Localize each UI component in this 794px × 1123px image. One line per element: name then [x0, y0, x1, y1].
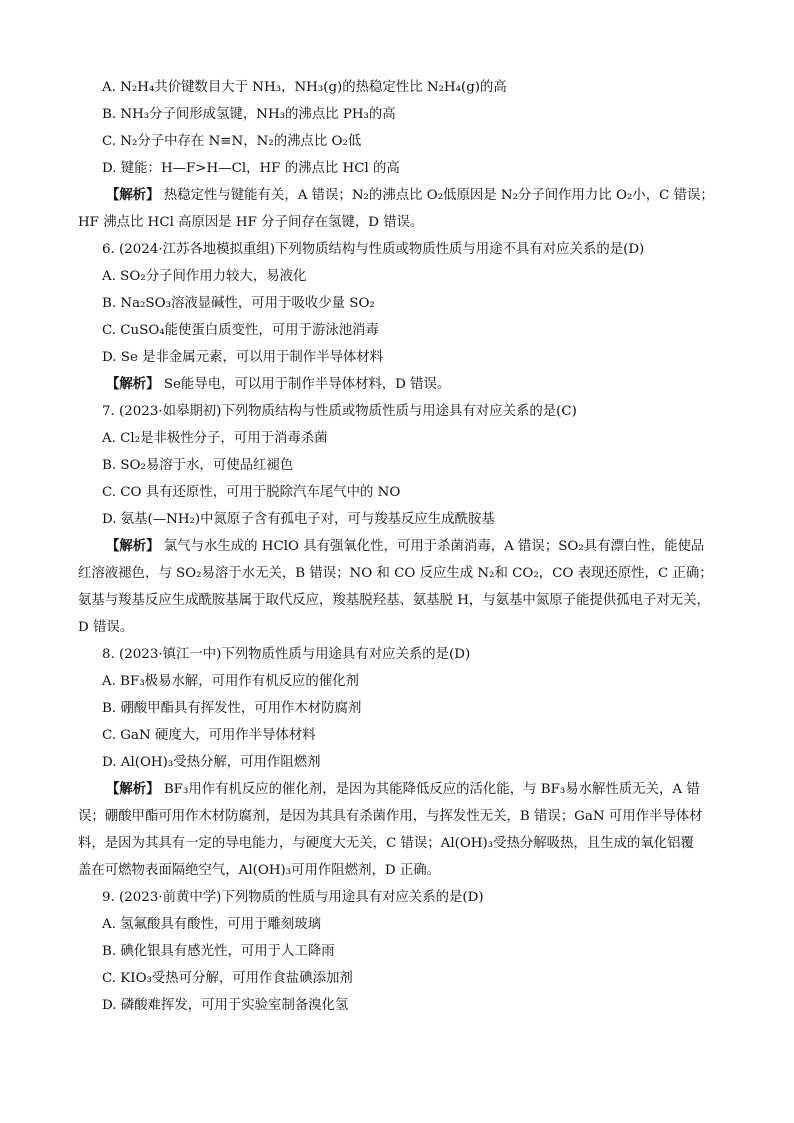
line-text: 热稳定性与键能有关，A 错误；N₂的沸点比 O₂低原因是 N₂分子间作用力比 O₂小，C 错误； — [159, 188, 714, 203]
answer-option — [78, 452, 724, 479]
answer-option — [78, 668, 724, 695]
text-line — [78, 830, 724, 857]
answer-option — [78, 749, 724, 776]
line-text: B. 碘化银具有感光性，可用于人工降雨 — [102, 944, 335, 959]
text-line — [78, 209, 724, 236]
explanation-line — [78, 182, 724, 209]
line-text: C. N₂分子中存在 N≡N，N₂的沸点比 O₂低 — [102, 134, 362, 149]
explanation-label: 【解析】 — [106, 376, 160, 392]
line-text: Se能导电，可以用于制作半导体材料，D 错误。 — [159, 377, 451, 392]
line-text: 料，是因为其具有一定的导电能力，与硬度大无关，C 错误；Al(OH)₃受热分解吸热，且生成的氧化铝覆 — [78, 836, 694, 851]
line-text: A. N₂H₄共价键数目大于 NH₃，NH₃(g)的热稳定性比 N₂H₄(g)的高 — [102, 80, 507, 95]
explanation-line — [78, 776, 724, 803]
line-text: HF 沸点比 HCl 高原因是 HF 分子间存在氢键，D 错误。 — [78, 215, 424, 230]
explanation-line — [78, 371, 724, 398]
line-text: B. 硼酸甲酯具有挥发性，可用作木材防腐剂 — [102, 701, 362, 716]
line-text: C. GaN 硬度大，可用作半导体材料 — [102, 728, 316, 743]
line-text: B. Na₂SO₃溶液显碱性，可用于吸收少量 SO₂ — [102, 296, 375, 311]
explanation-line — [78, 533, 724, 560]
answer-option — [78, 101, 724, 128]
line-text: A. BF₃极易水解，可用作有机反应的催化剂 — [102, 674, 359, 689]
line-text: D. 键能：H—F>H—Cl，HF 的沸点比 HCl 的高 — [102, 161, 400, 176]
answer-option — [78, 992, 724, 1019]
line-text: B. SO₂易溶于水，可使品红褪色 — [102, 458, 294, 473]
answer-option — [78, 722, 724, 749]
line-text: C. CO 具有还原性，可用于脱除汽车尾气中的 NO — [102, 485, 401, 500]
answer-option — [78, 425, 724, 452]
answer-option — [78, 911, 724, 938]
explanation-label: 【解析】 — [106, 538, 160, 554]
line-text: 7. (2023·如皋期初)下列物质结构与性质或物质性质与用途具有对应关系的是(C) — [102, 404, 577, 419]
line-text: 9. (2023·前黄中学)下列物质的性质与用途具有对应关系的是(D) — [102, 890, 484, 905]
text-line — [78, 857, 724, 884]
answer-option — [78, 290, 724, 317]
line-text: A. Cl₂是非极性分子，可用于消毒杀菌 — [102, 431, 328, 446]
answer-option — [78, 938, 724, 965]
line-text: 6. (2024·江苏各地模拟重组)下列物质结构与性质或物质性质与用途不具有对应关系的是(D) — [102, 242, 645, 257]
line-text: D. Se 是非金属元素，可以用于制作半导体材料 — [102, 350, 384, 365]
line-text: D. Al(OH)₃受热分解，可用作阻燃剂 — [102, 755, 321, 770]
answer-option — [78, 344, 724, 371]
question-stem — [78, 398, 724, 425]
line-text: C. KIO₃受热可分解，可用作食盐碘添加剂 — [102, 971, 353, 986]
line-text: 红溶液褪色，与 SO₂易溶于水无关，B 错误；NO 和 CO 反应生成 N₂和 CO₂，CO 表现还原性，C 正确； — [78, 566, 713, 581]
text-line — [78, 803, 724, 830]
line-text: B. NH₃分子间形成氢键，NH₃的沸点比 PH₃的高 — [102, 107, 396, 122]
answer-option — [78, 155, 724, 182]
line-text: A. SO₂分子间作用力较大，易液化 — [102, 269, 307, 284]
answer-option — [78, 128, 724, 155]
question-stem — [78, 236, 724, 263]
line-text: D. 磷酸难挥发，可用于实验室制备溴化氢 — [102, 998, 349, 1013]
explanation-label: 【解析】 — [106, 781, 160, 797]
line-text: 氯气与水生成的 HClO 具有强氧化性，可用于杀菌消毒，A 错误；SO₂具有漂白性，能使品 — [159, 539, 705, 554]
text-line — [78, 587, 724, 614]
line-text: A. 氢氟酸具有酸性，可用于雕刻玻璃 — [102, 917, 322, 932]
line-text: 氨基与羧基反应生成酰胺基属于取代反应，羧基脱羟基、氨基脱 H，与氨基中氮原子能提供孤电子对无关， — [78, 593, 710, 608]
answer-option — [78, 263, 724, 290]
answer-option — [78, 506, 724, 533]
line-text: C. CuSO₄能使蛋白质变性，可用于游泳池消毒 — [102, 323, 379, 338]
line-text: 8. (2023·镇江一中)下列物质性质与用途具有对应关系的是(D) — [102, 647, 471, 662]
answer-option — [78, 695, 724, 722]
text-line — [78, 560, 724, 587]
answer-option — [78, 479, 724, 506]
line-text: BF₃用作有机反应的催化剂，是因为其能降低反应的活化能，与 BF₃易水解性质无关，A 错 — [159, 782, 700, 797]
explanation-label: 【解析】 — [106, 187, 160, 203]
line-text: 误；硼酸甲酯可用作木材防腐剂，是因为其具有杀菌作用，与挥发性无关，B 错误；GaN 可用作半导体材 — [78, 809, 703, 824]
line-text: D. 氨基(—NH₂)中氮原子含有孤电子对，可与羧基反应生成酰胺基 — [102, 512, 495, 527]
document-body — [78, 74, 724, 1019]
question-stem — [78, 884, 724, 911]
answer-option — [78, 317, 724, 344]
line-text: D 错误。 — [78, 620, 134, 635]
text-line — [78, 614, 724, 641]
question-stem — [78, 641, 724, 668]
answer-option — [78, 74, 724, 101]
line-text: 盖在可燃物表面隔绝空气，Al(OH)₃可用作阻燃剂，D 正确。 — [78, 863, 441, 878]
answer-option — [78, 965, 724, 992]
